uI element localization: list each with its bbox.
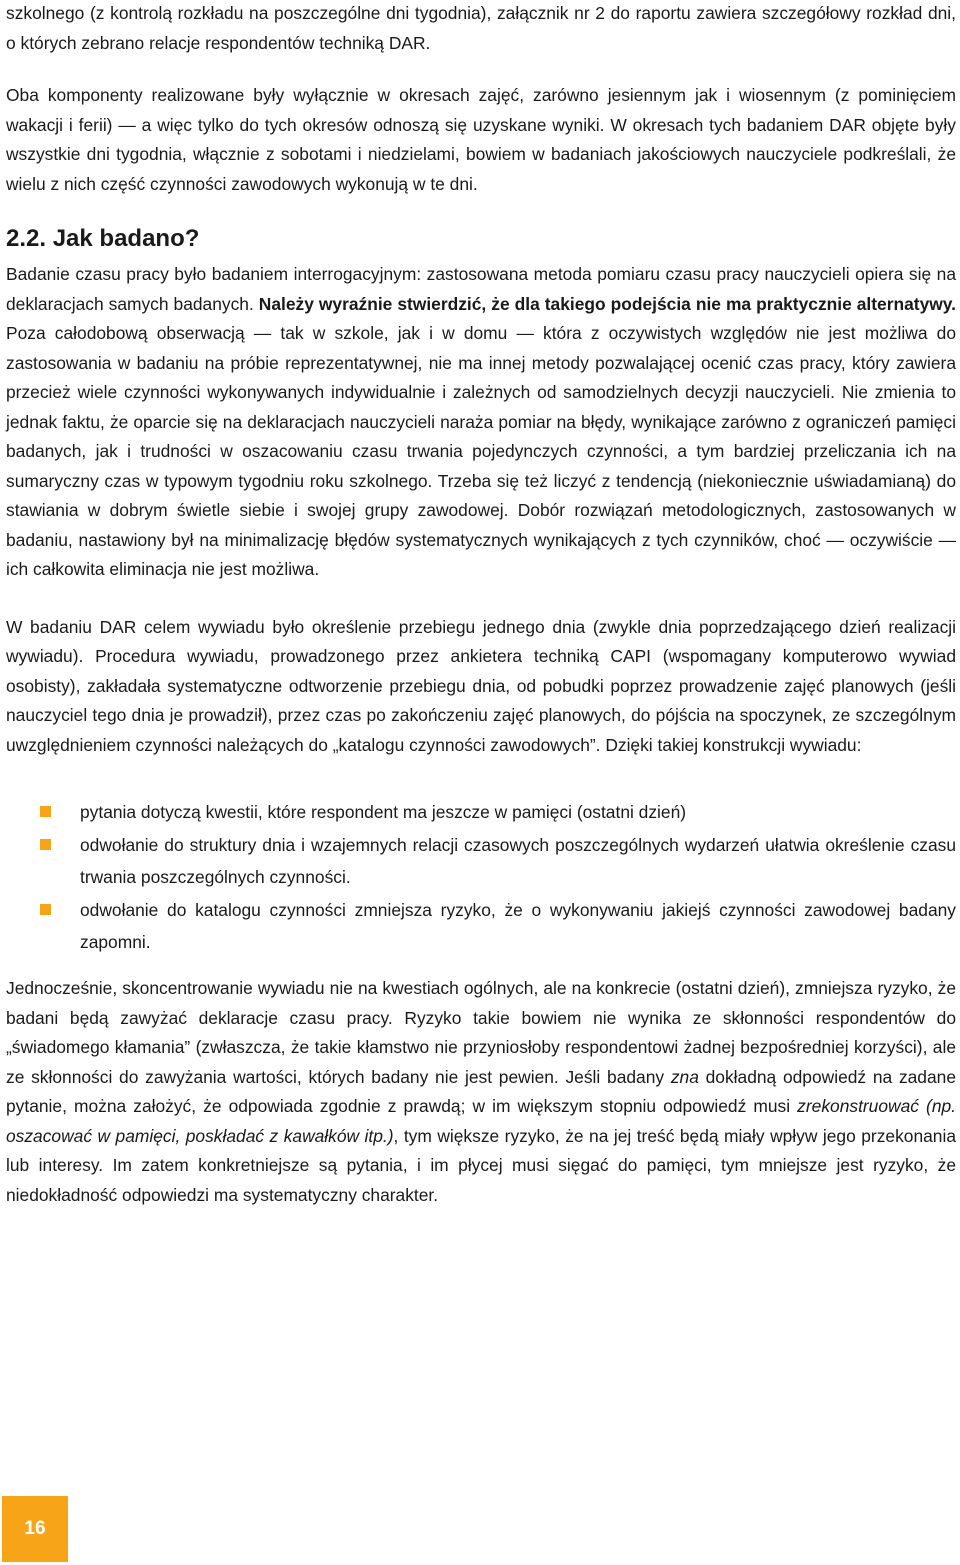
list-item — [6, 894, 956, 958]
bullet-list — [6, 796, 956, 958]
paragraph-concreteness-italic-b: zrekonstruować (np. oszacować w pamięci, poskładać z kawałków itp.) — [6, 1096, 956, 1146]
square-bullet-icon — [40, 839, 51, 850]
list-item-text: odwołanie do katalogu czynności zmniejsza ryzyko, że o wykonywaniu jakiejś czynności zawodowej badany zapomni. — [80, 900, 956, 952]
list-item — [6, 829, 956, 893]
square-bullet-icon — [40, 904, 51, 915]
paragraph-concreteness-italic-a: zna — [670, 1066, 699, 1087]
paragraph-dar-interview: W badaniu DAR celem wywiadu było określenie przebiegu jednego dnia (zwykle dnia poprzedzającego dzień realizacji wywiadu). Procedura wywiadu, prowadzonego przez ankietera techniką CAPI (wspomagany komputerowo wywiad osobisty), zakładała systematyczne odtworzenie przebiegu dnia, od pobudki poprzez prowadzenie zajęć planowych (jeśli nauczyciel tego dnia je prowadził), przez czas po zakończeniu zajęć planowych, do pójścia na spoczynek, ze szczególnym uwzględnieniem czynności należących do „katalogu czynności zawodowych”. Dzięki takiej konstrukcji wywiadu: — [6, 616, 956, 755]
paragraph-concreteness — [6, 974, 956, 1210]
document-page — [6, 0, 956, 1210]
paragraph-concreteness-text-c: , tym większe ryzyko, że na jej treść będą miały wpływ jego przekonania lub interesy. Im zatem konkretniejsze są pytania, i im płycej musi sięgać do pamięci, tym mniejsze jest ryzyko, że niedokładność odpowiedzi ma systematyczny charakter. — [6, 1125, 956, 1205]
paragraph-method-text-b: Poza całodobową obserwacją — tak w szkole, jak i w domu — która z oczywistych względów nie jest możliwa do zastosowania w badaniu na próbie reprezentatywnej, nie ma innej metody pozwalającej ocenić czas pracy, który zawiera przecież wiele czynności wykonywanych indywidualnie i zależnych od samodzielnych decyzji nauczycieli. Nie zmienia to jednak faktu, że oparcie się na deklaracjach nauczycieli naraża pomiar na błędy, wynikające zarówno z ograniczeń pamięci badanych, jak i trudności w oszacowaniu czasu trwania pojedynczych czynności, a tym bardziej przeliczania ich na sumaryczny czas w typowym tygodniu roku szkolnego. Trzeba się też liczyć z tendencją (niekoniecznie uświadamianą) do stawiania w dobrym świetle siebie i swojej grupy zawodowej. Dobór rozwiązań metodologicznych, zastosowanych w badaniu, nastawiony był na minimalizację błędów systematycznych wynikających z tych czynników, choć — oczywiście — ich całkowita eliminacja nie jest możliwa. — [6, 323, 956, 579]
paragraph-components: Oba komponenty realizowane były wyłącznie w okresach zajęć, zarówno jesiennym jak i wiosennym (z pominięciem wakacji i ferii) — a więc tylko do tych okresów odnoszą się uzyskane wyniki. W okresach tych badaniem DAR objęte były wszystkie dni tygodnia, włącznie z sobotami i niedzielami, bowiem w badaniach jakościowych nauczyciele podkreślali, że wielu z nich część czynności zawodowych wykonują w te dni. — [6, 85, 956, 194]
square-bullet-icon — [40, 806, 51, 817]
page-number-badge — [2, 1496, 68, 1562]
section-heading: 2.2. Jak badano? — [6, 225, 200, 252]
paragraph-concreteness-text-a: Jednocześnie, skoncentrowanie wywiadu nie na kwestiach ogólnych, ale na konkrecie (ostatni dzień), zmniejsza ryzyko, że badani będą zawyżać deklaracje czasu pracy. Ryzyko takie bowiem nie wynika ze skłonności respondentów do „świadomego kłamania” (zwłaszcza, że takie kłamstwo nie przyniosłoby respondentowi żadnej bezpośredniej korzyści), ale ze skłonności do zawyżania wartości, których badany nie jest pewien. Jeśli badany — [6, 978, 956, 1087]
list-item-text: pytania dotyczą kwestii, które respondent ma jeszcze w pamięci (ostatni dzień) — [80, 802, 687, 822]
paragraph-method-emphasis: Należy wyraźnie stwierdzić, że dla takiego podejścia nie ma praktycznie alternatywy. — [258, 293, 956, 314]
paragraph-school-schedule: szkolnego (z kontrolą rozkładu na poszczególne dni tygodnia), załącznik nr 2 do raportu zawiera szczegółowy rozkład dni, o których zebrano relacje respondentów techniką DAR. — [6, 3, 956, 53]
list-item — [6, 796, 956, 828]
list-item-text: odwołanie do struktury dnia i wzajemnych relacji czasowych poszczególnych wydarzeń ułatwia określenie czasu trwania poszczególnych czynności. — [80, 835, 956, 887]
paragraph-concreteness-text-b: dokładną odpowiedź na zadane pytanie, można założyć, że odpowiada zgodnie z prawdą; w im większym stopniu odpowiedź musi — [6, 1066, 956, 1116]
page-number: 16 — [24, 1518, 46, 1539]
paragraph-method — [6, 260, 956, 585]
paragraph-method-text-a: Badanie czasu pracy było badaniem interrogacyjnym: zastosowana metoda pomiaru czasu pracy nauczycieli opiera się na deklaracjach samych badanych. — [6, 264, 956, 314]
